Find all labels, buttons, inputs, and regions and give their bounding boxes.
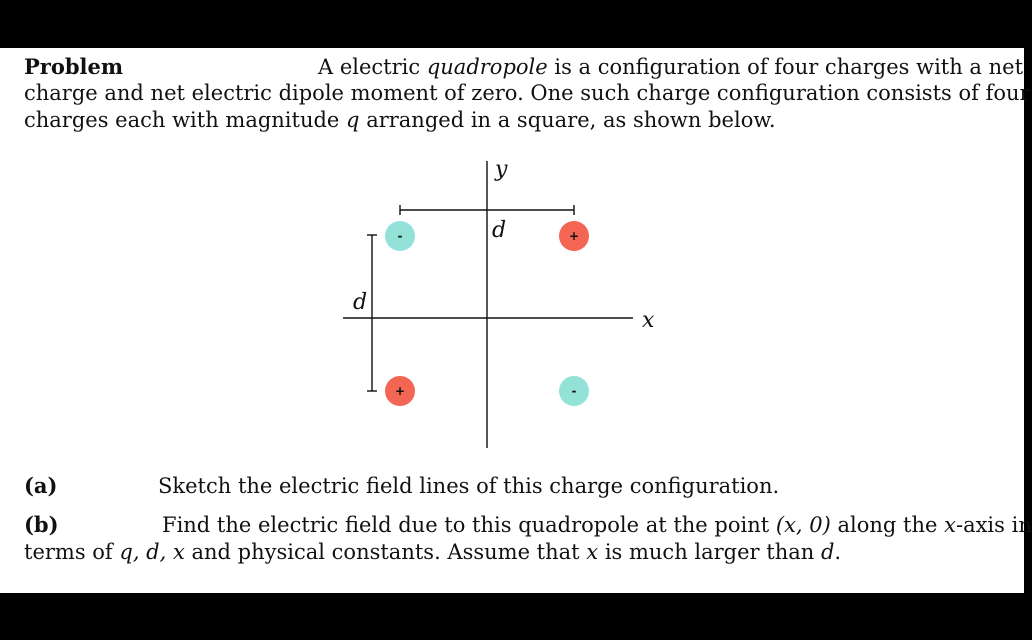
quadropole-term: quadropole [426, 55, 548, 79]
problem-page [0, 48, 1032, 593]
part-b-line-1-post: -axis in [955, 513, 1032, 537]
problem-line-1-post: is a configuration of four charges with a net [554, 55, 1024, 79]
part-b-label: (b) [24, 512, 59, 537]
part-b-line-2 [24, 539, 841, 565]
part-b-axis: x [944, 513, 956, 537]
side-d-label: d [353, 290, 368, 315]
y-axis-label: y [495, 157, 508, 182]
charge-bottom-left-sign: + [394, 384, 406, 398]
top-d-label: d [492, 218, 507, 243]
problem-line-2: charge and net electric dipole moment of zero. One such charge configuration consists of four [24, 81, 1030, 105]
part-b-line-2-pre: terms of [24, 540, 113, 564]
part-b-point: (x, 0) [775, 513, 831, 537]
charge-variable-q: q [346, 108, 360, 132]
part-b-line-1-mid: along the [837, 513, 938, 537]
part-a-label: (a) [24, 473, 58, 498]
part-b-line-2-mid2: is much larger than [604, 540, 815, 564]
part-a-text: Sketch the electric field lines of this charge configuration. [158, 474, 780, 498]
part-b-variables: q, d, x [119, 540, 185, 564]
part-b-line-1 [162, 512, 1032, 538]
part-b-line-1-pre: Find the electric field due to this quadropole at the point [162, 513, 770, 537]
problem-line-1-pre: A electric [318, 55, 421, 79]
part-b-line-2-end: . [834, 540, 842, 564]
charge-top-left-sign: - [397, 229, 403, 243]
charge-bottom-right-sign: - [571, 384, 577, 398]
x-axis-label: x [642, 308, 655, 333]
problem-line-3-pre: charges each with magnitude [24, 108, 340, 132]
part-b-d: d [820, 540, 835, 564]
part-b-line-2-mid: and physical constants. Assume that [191, 540, 580, 564]
problem-heading: Problem [24, 54, 124, 79]
charge-top-right-sign: + [568, 229, 580, 243]
problem-line-3-post: arranged in a square, as shown below. [366, 108, 776, 132]
part-b-x: x [586, 540, 599, 564]
